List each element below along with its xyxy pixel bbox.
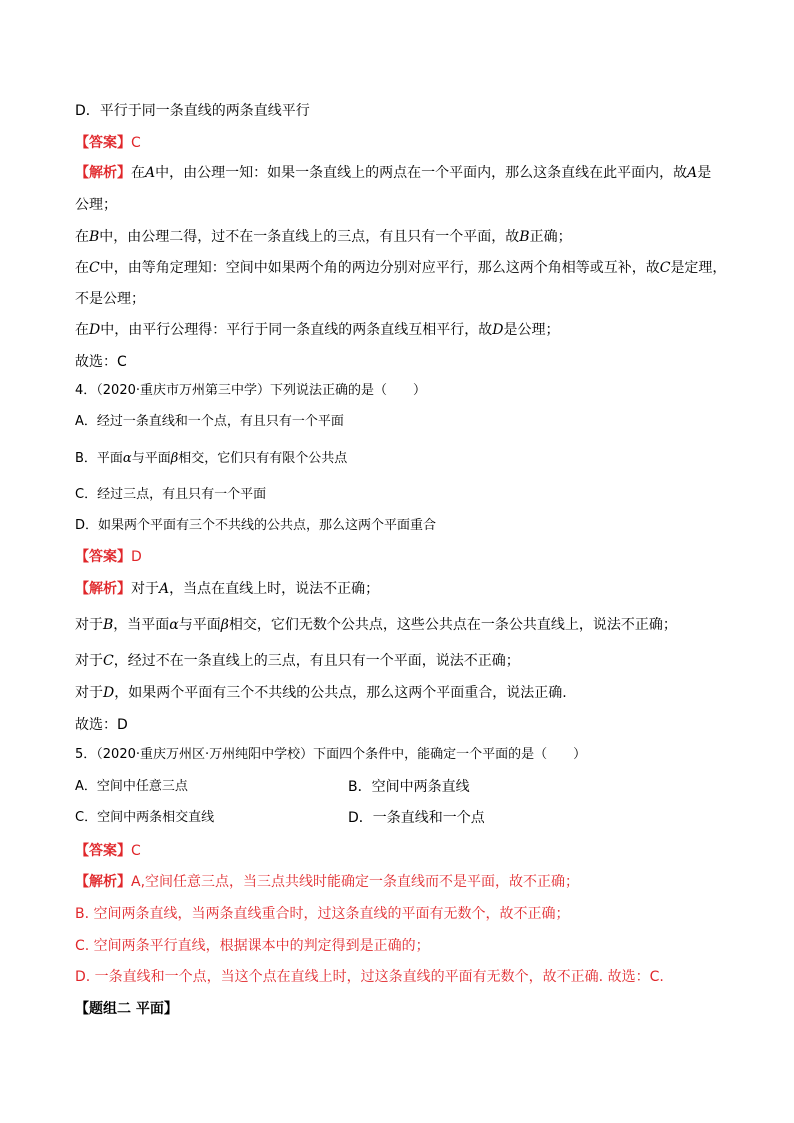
question-5-option-c: C．空间中两条相交直线 (75, 810, 215, 825)
question-4-analysis-c: 对于C，经过不在一条直线上的三点，有且只有一个平面，说法不正确； (75, 653, 520, 669)
section-heading: 【题组二 平面】 (75, 1001, 178, 1017)
question-4-answer (75, 548, 142, 566)
question-5-analysis-d: D. 一条直线和一个点，当这个点在直线上时，过这条直线的平面有无数个，故不正确. 故选：C. (75, 969, 664, 985)
option-d: D．平行于同一条直线的两条直线平行 (75, 103, 310, 119)
answer-label: 【答案】 (75, 843, 131, 859)
question-4-option-d: D．如果两个平面有三个不共线的公共点，那么这两个平面重合 (75, 518, 437, 533)
analysis-label: 【解析】 (75, 165, 131, 181)
analysis-label: 【解析】 (75, 874, 131, 890)
question-4-stem: 4．（2020·重庆市万州第三中学）下列说法正确的是（ ） (75, 383, 426, 398)
answer-label: 【答案】 (75, 135, 131, 151)
question-5-option-d: D．一条直线和一个点 (348, 810, 485, 826)
analysis-line-d: 在D中，由平行公理得：平行于同一条直线的两条直线互相平行，故D是公理； (75, 322, 560, 338)
answer-value: C (131, 843, 141, 859)
question-4-option-b: B．平面α与平面β相交，它们只有有限个公共点 (75, 451, 348, 466)
question-5-stem: 5．（2020·重庆万州区·万州纯阳中学校）下面四个条件中，能确定一个平面的是（ ） (75, 747, 587, 762)
question-4-choice: 故选：D (75, 717, 128, 733)
question-4-analysis-b: 对于B，当平面α与平面β相交，它们无数个公共点，这些公共点在一条公共直线上，说法不正确； (75, 617, 677, 633)
analysis-line-c: 在C中，由等角定理知：空间中如果两个角的两边分别对应平行，那么这两个角相等或互补，故C是定理， (75, 260, 727, 276)
question-5-analysis-c: C. 空间两条平行直线，根据课本中的判定得到是正确的； (75, 938, 430, 954)
question-4-option-a: A．经过一条直线和一个点，有且只有一个平面 (75, 414, 344, 429)
question-4-analysis-d: 对于D，如果两个平面有三个不共线的公共点，那么这两个平面重合，说法正确. (75, 685, 567, 701)
question-5-analysis-b: B. 空间两条直线，当两条直线重合时，过这条直线的平面有无数个，故不正确； (75, 906, 570, 922)
choice-line: 故选：C (75, 354, 127, 370)
question-5-answer (75, 842, 141, 860)
answer-value: C (131, 135, 141, 151)
question-4-analysis-a: 【解析】对于A，当点在直线上时，说法不正确； (75, 581, 380, 597)
analysis-label: 【解析】 (75, 581, 131, 597)
answer-value: D (131, 549, 142, 565)
question-4-option-c: C．经过三点，有且只有一个平面 (75, 487, 267, 502)
question-5-option-b: B．空间中两条直线 (348, 779, 470, 795)
analysis-line-a: 【解析】在A中，由公理一知：如果一条直线上的两点在一个平面内，那么这条直线在此平面内，故A是 (75, 165, 712, 181)
question-5-analysis-a: 【解析】A,空间任意三点，当三点共线时能确定一条直线而不是平面，故不正确； (75, 874, 580, 890)
answer-line (75, 134, 141, 152)
analysis-line-b: 在B中，由公理二得，过不在一条直线上的三点，有且只有一个平面，故B正确； (75, 229, 572, 245)
analysis-line-a-cont: 公理； (75, 197, 117, 213)
answer-label: 【答案】 (75, 549, 131, 565)
analysis-line-c-cont: 不是公理； (75, 291, 145, 307)
question-5-option-a: A．空间中任意三点 (75, 779, 188, 794)
